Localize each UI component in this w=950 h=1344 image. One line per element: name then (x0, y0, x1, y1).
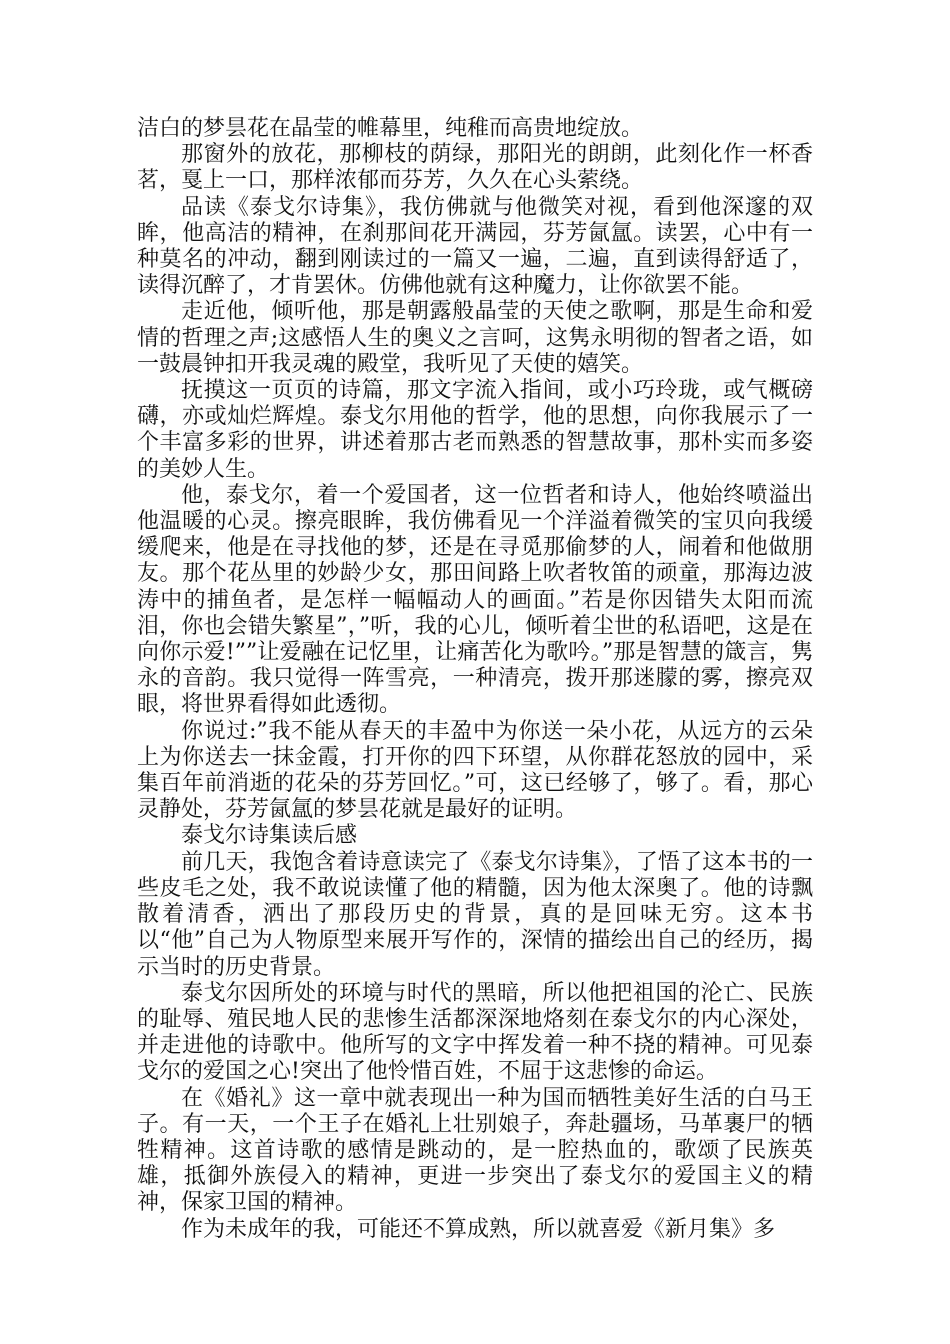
paragraph: 在《婚礼》这一章中就表现出一种为国而牺牲美好生活的白马王子。有一天，一个王子在婚礼上壮别娘子，奔赴疆场，马革裹尸的牺牲精神。这首诗歌的感情是跳动的，是一腔热血的，歌颂了民族英雄，抵御外族侵入的精神，更进一步突出了泰戈尔的爱国主义的精神，保家卫国的精神。 (137, 1085, 813, 1216)
paragraph: 走近他，倾听他，那是朝露般晶莹的天使之歌啊，那是生命和爱情的哲理之声;这感悟人生的奥义之言呵，这隽永明彻的智者之语，如一鼓晨钟扣开我灵魂的殿堂，我听见了天使的嬉笑。 (137, 299, 813, 377)
paragraph: 他，泰戈尔，着一个爱国者，这一位哲者和诗人，他始终喷溢出他温暖的心灵。擦亮眼眸，我仿佛看见一个洋溢着微笑的宝贝向我缓缓爬来，他是在寻找他的梦，还是在寻觅那偷梦的人，闹着和他做朋友。那个花丛里的妙龄少女，那田间路上吹者牧笛的顽童，那海边波涛中的捕鱼者，是怎样一幅幅动人的画面。”若是你因错失太阳而流泪，你也会错失繁星”，”听，我的心儿，倾听着尘世的私语吧，这是在向你示爱!””让爱融在记忆里，让痛苦化为歌吟。”那是智慧的箴言，隽永的音韵。我只觉得一阵雪亮，一种清亮，拨开那迷朦的雾，擦亮双眼，将世界看得如此透彻。 (137, 482, 813, 718)
paragraph: 那窗外的放花，那柳枝的荫绿，那阳光的朗朗，此刻化作一杯香茗，戛上一口，那样浓郁而芬芳，久久在心头萦绕。 (137, 142, 813, 194)
section-title: 泰戈尔诗集读后感 (181, 823, 358, 849)
document-body (137, 116, 813, 1243)
paragraph: 品读《泰戈尔诗集》，我仿佛就与他微笑对视，看到他深邃的双眸，他高洁的精神，在刹那间花开满园，芬芳氤氲。读罢，心中有一种莫名的冲动，翻到刚读过的一篇又一遍，二遍，直到读得舒适了，读得沉醉了，才肯罢休。仿佛他就有这种魔力，让你欲罢不能。 (137, 194, 813, 299)
paragraph: 前几天，我饱含着诗意读完了《泰戈尔诗集》，了悟了这本书的一些皮毛之处，我不敢说读懂了他的精髓，因为他太深奥了。他的诗飘散着清香，洒出了那段历史的背景，真的是回味无穷。这本书以“他”自己为人物原型来展开写作的，深情的描绘出自己的经历，揭示当时的历史背景。 (137, 849, 813, 980)
paragraph: 洁白的梦昙花在晶莹的帷幕里，纯稚而高贵地绽放。 (137, 116, 644, 141)
paragraph: 抚摸这一页页的诗篇，那文字流入指间，或小巧玲珑，或气概磅礴，亦或灿烂辉煌。泰戈尔用他的哲学，他的思想，向你我展示了一个丰富多彩的世界，讲述着那古老而熟悉的智慧故事，那朴实而多姿的美妙人生。 (137, 378, 813, 482)
paragraph: 泰戈尔因所处的环境与时代的黑暗，所以他把祖国的沦亡、民族的耻辱、殖民地人民的悲惨生活都深深地烙刻在泰戈尔的内心深处，并走进他的诗歌中。他所写的文字中挥发着一种不挠的精神。可见泰戈尔的爱国之心!突出了他怜惜百姓，不屈于这悲惨的命运。 (137, 980, 813, 1085)
paragraph: 你说过:”我不能从春天的丰盈中为你送一朵小花，从远方的云朵上为你送去一抹金霞，打开你的四下环望，从你群花怒放的园中，采集百年前消逝的花朵的芬芳回忆。”可，这已经够了，够了。看，那心灵静处，芬芳氤氲的梦昙花就是最好的证明。 (137, 718, 813, 823)
paragraph: 作为未成年的我，可能还不算成熟，所以就喜爱《新月集》多 (181, 1216, 776, 1242)
